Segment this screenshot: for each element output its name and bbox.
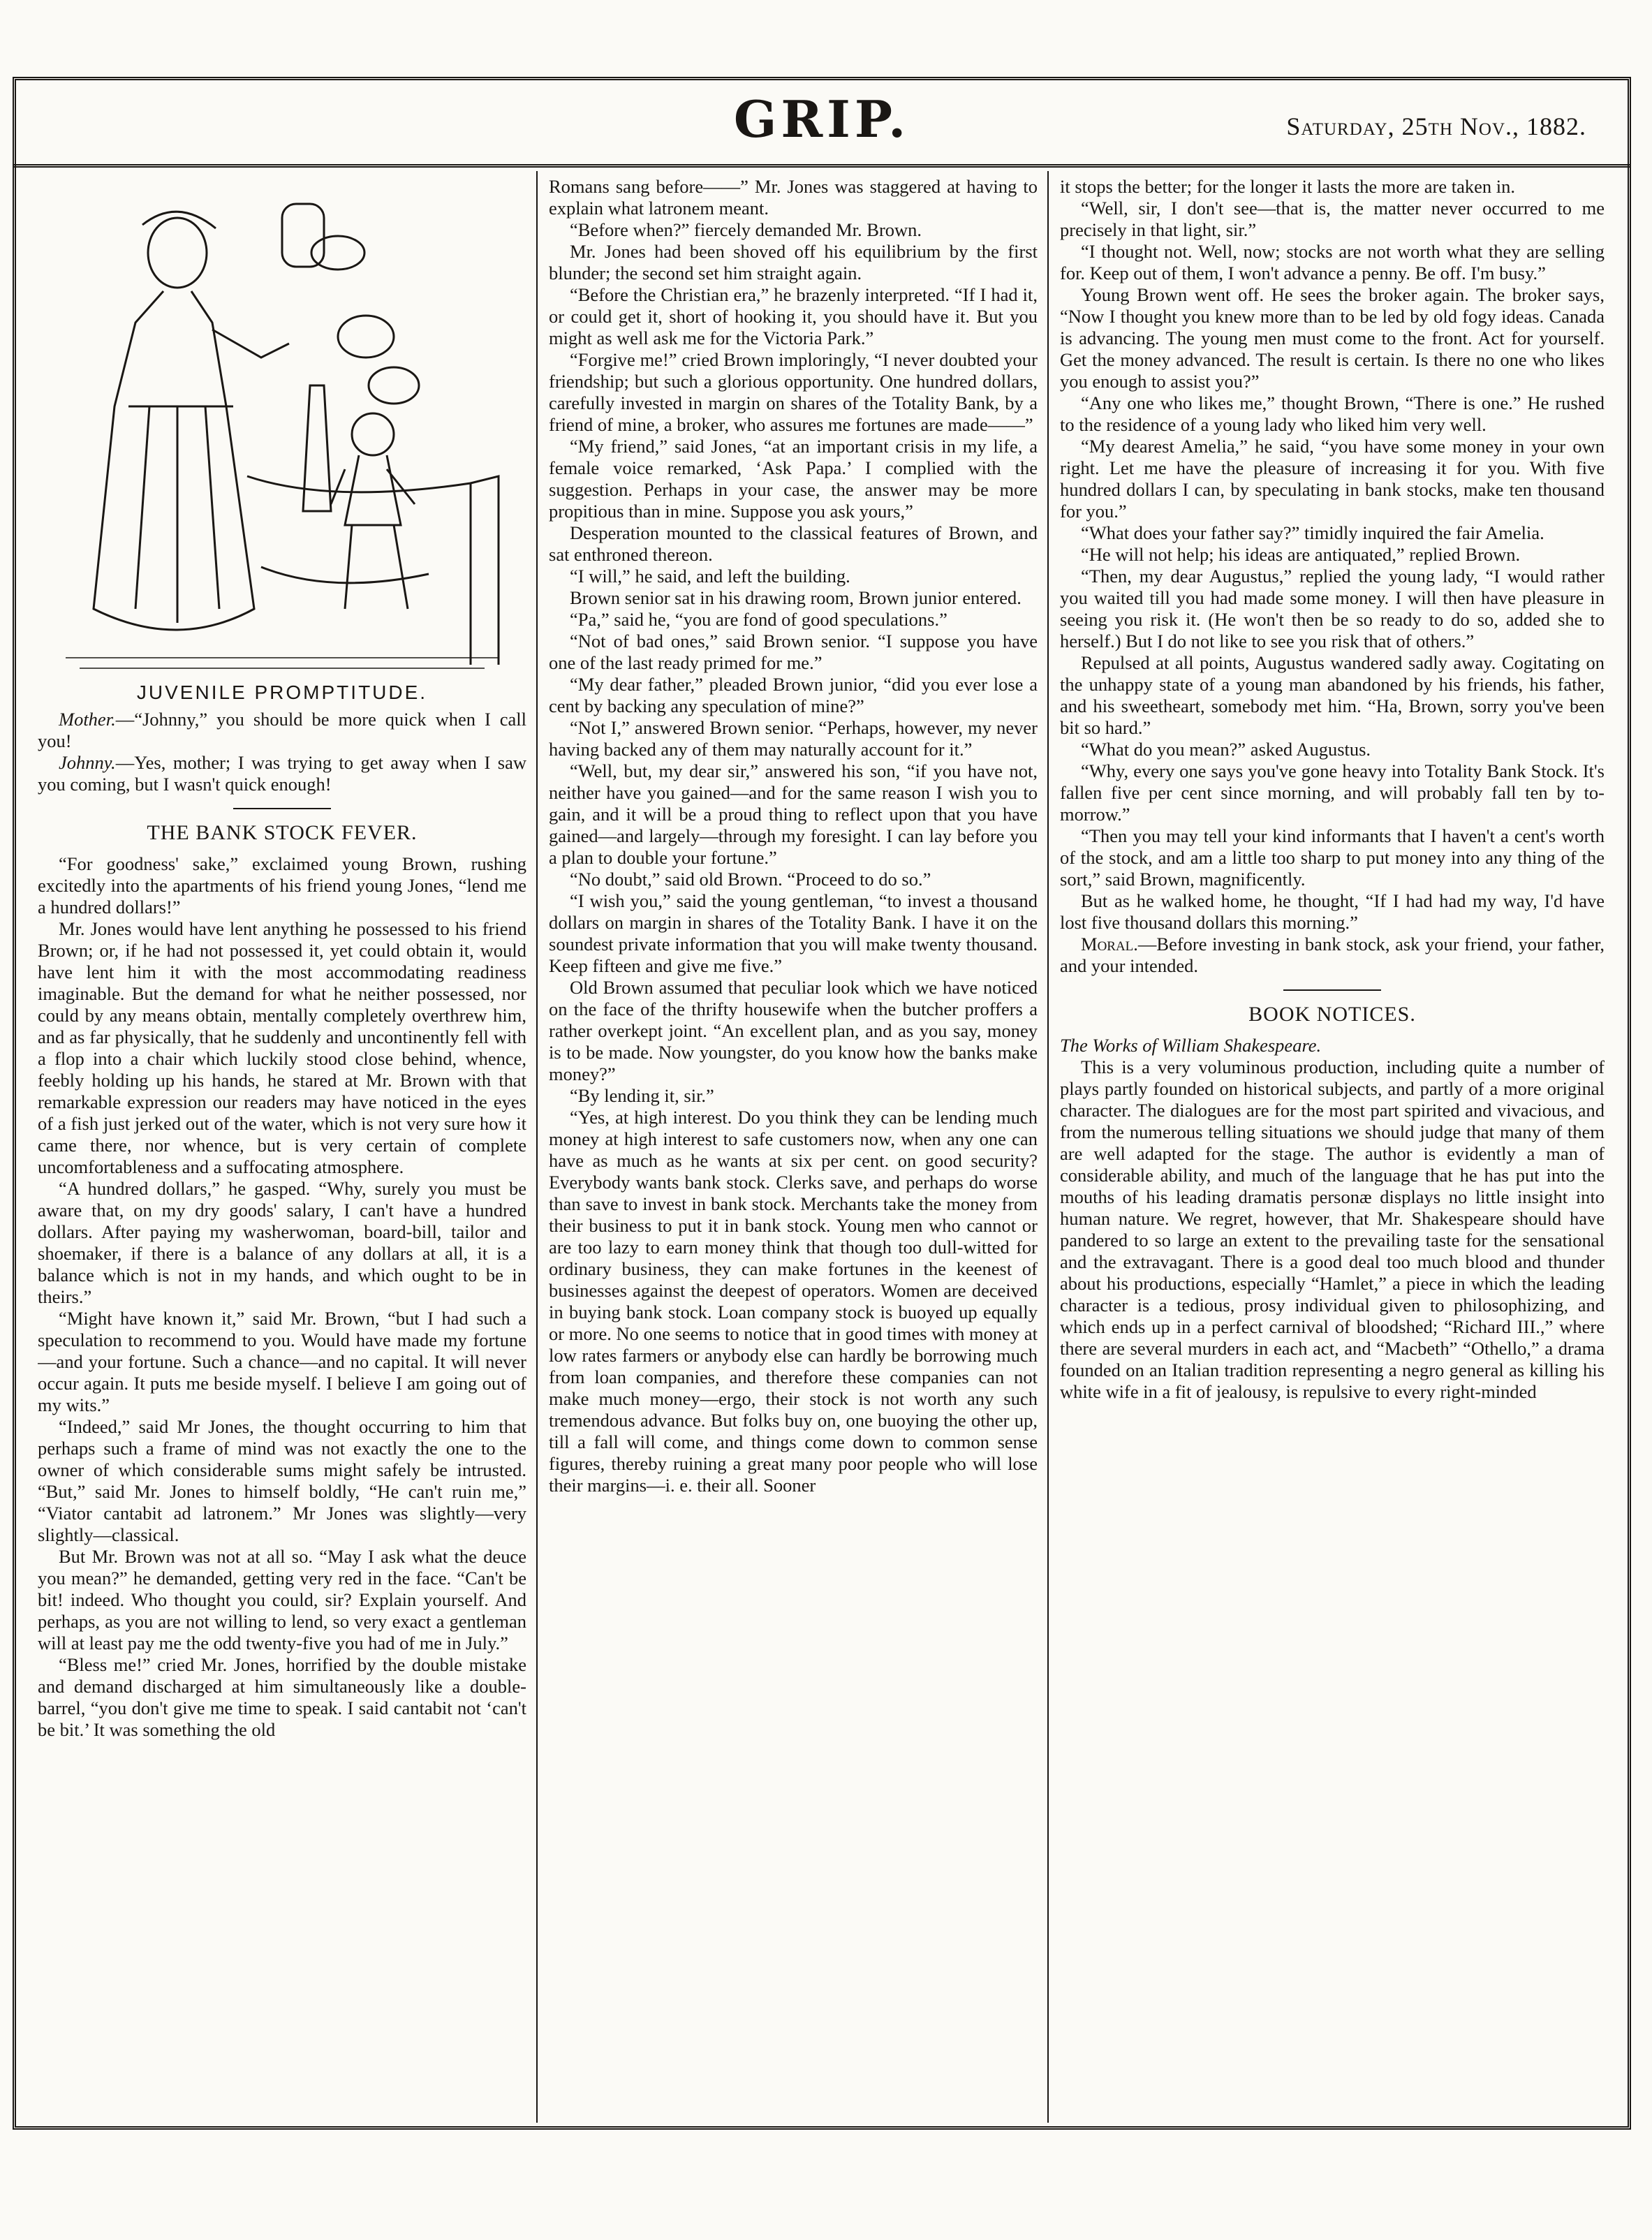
article-paragraph: “Why, every one says you've gone heavy into Totality Bank Stock. It's fallen five per cent since morning, and will probably fall ten by to-morrow.” xyxy=(1060,760,1605,825)
moral-paragraph xyxy=(1060,934,1605,977)
article-paragraph: Mr. Jones would have lent anything he possessed to his friend Brown; or, if he had not possessed it, yet could obtain it, would have lent him it with the most accommodating readiness imaginable. But the demand for what he neither possessed, nor could by any means obtain, mentally completely overthrew him, and as far physically, that he suddenly and uncontinently fell with a flop into a chair which luckily stood close behind, whence, feebly holding up his hands, he stared at Mr. Brown with that remarkable expression our readers may have noticed in the eyes of a fish just jerked out of the water, which is not very sure how it came there, nor whence, but is very certain of complete uncomfortableness and a suffocating atmosphere. xyxy=(38,918,526,1177)
article-paragraph: Repulsed at all points, Augustus wandered sadly away. Cogitating on the unhappy state of a young man abandoned by his friends, his father, and his sweetheart, somebody met him. “Ha, Brown, sorry you've been bit so hard.” xyxy=(1060,652,1605,738)
article-paragraph: “Might have known it,” said Mr. Brown, “but I had such a speculation to recommend to you. Would have made my fortune—and your fortune. Such a chance—and no capital. It will never occur again. It puts me beside myself. I believe I am going out of my wits.” xyxy=(38,1308,526,1415)
article-paragraph: “Any one who likes me,” thought Brown, “There is one.” He rushed to the residence of a young lady who liked him very well. xyxy=(1060,392,1605,435)
article-heading: THE BANK STOCK FEVER. xyxy=(147,821,418,844)
article-paragraph: “He will not help; his ideas are antiquated,” replied Brown. xyxy=(1081,544,1521,565)
cartoon-dialogue-mother xyxy=(38,709,526,752)
section-divider xyxy=(1283,989,1381,991)
article-paragraph: Mr. Jones had been shoved off his equilibrium by the first blunder; the second set him straight again. xyxy=(549,241,1038,283)
article-paragraph: “My dearest Amelia,” he said, “you have some money in your own right. Let me have the pleasure of increasing it for you. With five hundred dollars I can, by speculating in bank stocks, make ten thousand for you.” xyxy=(1060,436,1605,522)
masthead-title: GRIP. xyxy=(733,89,910,149)
column-rule-2 xyxy=(1047,171,1049,2123)
article-paragraph: Brown senior sat in his drawing room, Brown junior entered. xyxy=(570,587,1022,608)
article-paragraph: “A hundred dollars,” he gasped. “Why, surely you must be aware that, on my dry goods' salary, I can't have a hundred dollars. After paying my washerwoman, board-bill, tailor and shoemaker, if there is a balance of any dollars at all, it is a balance which is not in my hands, and which ought to be in theirs.” xyxy=(38,1178,526,1307)
johnny-line: —Yes, mother; I was trying to get away when I saw you coming, but I wasn't quick enough! xyxy=(38,752,526,795)
article-paragraph: “My dear father,” pleaded Brown junior, “did you ever lose a cent by backing any speculation of mine?” xyxy=(549,674,1038,716)
moral-label: Moral. xyxy=(1081,934,1138,955)
book-notices-heading: BOOK NOTICES. xyxy=(1248,1003,1416,1026)
speaker-mother: Mother. xyxy=(59,709,116,730)
issue-date: Saturday, 25th Nov., 1882. xyxy=(1286,112,1586,140)
article-paragraph: “Forgive me!” cried Brown imploringly, “I never doubted your friendship; but such a glorious opportunity. One hundred dollars, carefully invested in margin on shares of the Totality Bank, by a friend of mine, a broker, who assures me fortunes are made——” xyxy=(549,349,1038,435)
section-divider xyxy=(233,808,331,809)
article-paragraph: “Well, sir, I don't see—that is, the matter never occurred to me precisely in that light, sir.” xyxy=(1060,198,1605,240)
article-paragraph: Romans sang before——” Mr. Jones was staggered at having to explain what latronem meant. xyxy=(549,176,1038,219)
article-paragraph: “My friend,” said Jones, “at an important crisis in my life, a female voice remarked, ‘Ask Papa.’ I complied with the suggestion. Perhaps in your case, the answer may be more propitious than in mine. Suppose you ask yours,” xyxy=(549,436,1038,522)
article-paragraph: it stops the better; for the longer it lasts the more are taken in. xyxy=(1060,176,1516,197)
article-paragraph: “Before the Christian era,” he brazenly interpreted. “If I had it, or could get it, short of hooking it, you should have it. But you might as well ask me for the Victoria Park.” xyxy=(549,284,1038,348)
article-paragraph: Old Brown assumed that peculiar look which we have noticed on the face of the thrifty housewife when the butcher proffers a rather overkept joint. “An excellent plan, and as you say, money is to be made. Now youngster, do you know how the banks make money?” xyxy=(549,977,1038,1084)
mother-line: —“Johnny,” you should be more quick when I call you! xyxy=(38,709,526,751)
article-paragraph: “Before when?” fiercely demanded Mr. Brown. xyxy=(570,219,922,240)
article-paragraph: “For goodness' sake,” exclaimed young Brown, rushing excitedly into the apartments of his friend young Jones, “lend me a hundred dollars!” xyxy=(38,853,526,918)
article-paragraph: “By lending it, sir.” xyxy=(570,1085,714,1106)
cartoon-drawing xyxy=(38,176,526,679)
cartoon-illustration xyxy=(38,176,526,679)
moral-text: —Before investing in bank stock, ask your friend, your father, and your intended. xyxy=(1060,934,1605,976)
article-paragraph: But as he walked home, he thought, “If I had had my way, I'd have lost five thousand dollars this morning.” xyxy=(1060,890,1605,933)
article-paragraph: “No doubt,” said old Brown. “Proceed to do so.” xyxy=(570,869,931,890)
column-rule-1 xyxy=(536,171,538,2123)
column-2 xyxy=(549,176,1038,2117)
article-paragraph: Young Brown went off. He sees the broker again. The broker says, “Now I thought you knew more than to be led by old fogy ideas. Canada is advancing. The young men must come to the front. Act for yourself. Get the money advanced. The result is certain. Is there no one who likes you enough to assist you?” xyxy=(1060,284,1605,392)
column-3 xyxy=(1060,176,1605,2117)
article-paragraph: “Then you may tell your kind informants that I haven't a cent's worth of the stock, and am a little too sharp to put money into any thing of the sort,” said Brown, magnificently. xyxy=(1060,825,1605,890)
article-paragraph: “Yes, at high interest. Do you think they can be lending much money at high interest to safe customers now, when any one can have as much as he wants at six per cent. on good security? Everybody wants bank stock. Clerks save, and perhaps do worse than save to invest in bank stock. Merchants take the money from their business to put it in bank stock. Young men who cannot or are too lazy to earn money think that though too dull-witted for ordinary business, they can make fortunes in the keenest of businesses against the deepest of operators. Women are deceived in buying bank stock. Loan company stock is buoyed up equally or more. No one seems to notice that in good times with money at low rates farmers or anybody else can hardly be borrowing much from loan companies, and therefore these companies can not make much money—ergo, their stock is not worth any such tremendous advance. But folks buy on, one buoying the other up, till a fall will come, and things come down to common sense figures, thereby ruining a great many poor people who will lose their margins—i. e. their all. Sooner xyxy=(549,1107,1038,1496)
article-paragraph: “I wish you,” said the young gentleman, “to invest a thousand dollars on margin in shares of the Totality Bank. I have it on the soundest private information that you will make twenty thousand. Keep fifteen and give me five.” xyxy=(549,890,1038,976)
article-paragraph: “Indeed,” said Mr Jones, the thought occurring to him that perhaps such a frame of mind was not exactly the one to the owner of which considerable sums might safely be intrusted. “But,” said Mr. Jones to himself boldly, “He can't ruin me,” “Viator cantabit ad latronem.” Mr Jones was slightly—very slightly—classical. xyxy=(38,1416,526,1545)
article-paragraph: “What do you mean?” asked Augustus. xyxy=(1081,739,1371,760)
cartoon-dialogue-johnny xyxy=(38,752,526,795)
article-paragraph: “Well, but, my dear sir,” answered his son, “if you have not, neither have you gained—and for the same reason I wish you to gain, and it will be a proud thing to reflect upon that you have gained—and largely—through my foresight. I can lay before you a plan to double your fortune.” xyxy=(549,760,1038,868)
column-1 xyxy=(38,176,526,2117)
book-review-paragraph: This is a very voluminous production, including quite a number of plays partly founded on historical subjects, and partly of a more original character. The dialogues are for the most part spirited and vivacious, and from the numerous telling situations we should judge that many of them are well adapted for the stage. The author is evidently a man of considerable ability, and much of the language that he has put into the mouths of his leading dramatis personæ displays no little insight into human nature. We regret, however, that Mr. Shakespeare should have pandered to so large an extent to the prevailing taste for the sensational and the extravagant. There is a good deal too much blood and thunder about his productions, especially “Hamlet,” a piece in which the leading character is a tedious, prosy individual given to philosophizing, and which ends up in a perfect carnival of bloodshed; “Richard III.,” where there are several murders in each act, and “Macbeth” “Othello,” a drama founded on an Italian tradition representing a negro general as killing his white wife in a fit of jealousy, is repulsive to every right-minded xyxy=(1060,1056,1605,1402)
article-paragraph: “I will,” he said, and left the building. xyxy=(570,566,850,587)
article-paragraph: “What does your father say?” timidly inquired the fair Amelia. xyxy=(1081,522,1544,543)
speaker-johnny: Johnny. xyxy=(59,752,116,773)
article-paragraph: “I thought not. Well, now; stocks are not worth what they are selling for. Keep out of them, I won't advance a penny. Be off. I'm busy.” xyxy=(1060,241,1605,283)
article-paragraph: “Not I,” answered Brown senior. “Perhaps, however, my never having backed any of them may naturally account for it.” xyxy=(549,717,1038,760)
article-paragraph: “Pa,” said he, “you are fond of good speculations.” xyxy=(570,609,947,630)
book-title: The Works of William Shakespeare. xyxy=(1060,1035,1322,1056)
article-paragraph: “Not of bad ones,” said Brown senior. “I suppose you have one of the last ready primed for me.” xyxy=(549,631,1038,673)
article-paragraph: “Then, my dear Augustus,” replied the young lady, “I would rather you waited till you had made some money. I will then have pleasure in seeing you risk it. (He won't then be so ready to do so, added she to herself.) But I do not like to see you risk that of others.” xyxy=(1060,566,1605,651)
masthead xyxy=(13,77,1631,168)
cartoon-caption: JUVENILE PROMPTITUDE. xyxy=(136,681,428,703)
article-paragraph: But Mr. Brown was not at all so. “May I ask what the deuce you mean?” he demanded, getting very red in the face. “Can't be bit! indeed. Who thought you could, sir? Explain yourself. And perhaps, as you are not willing to lend, so very exact a gentleman will at least pay me the odd twenty-five you had of me in July.” xyxy=(38,1546,526,1653)
article-paragraph: “Bless me!” cried Mr. Jones, horrified by the double mistake and demand discharged at him simultaneously like a double-barrel, “you don't give me time to speak. I said cantabit not ‘can't be bit.’ It was something the old xyxy=(38,1654,526,1740)
article-paragraph: Desperation mounted to the classical features of Brown, and sat enthroned thereon. xyxy=(549,522,1038,565)
